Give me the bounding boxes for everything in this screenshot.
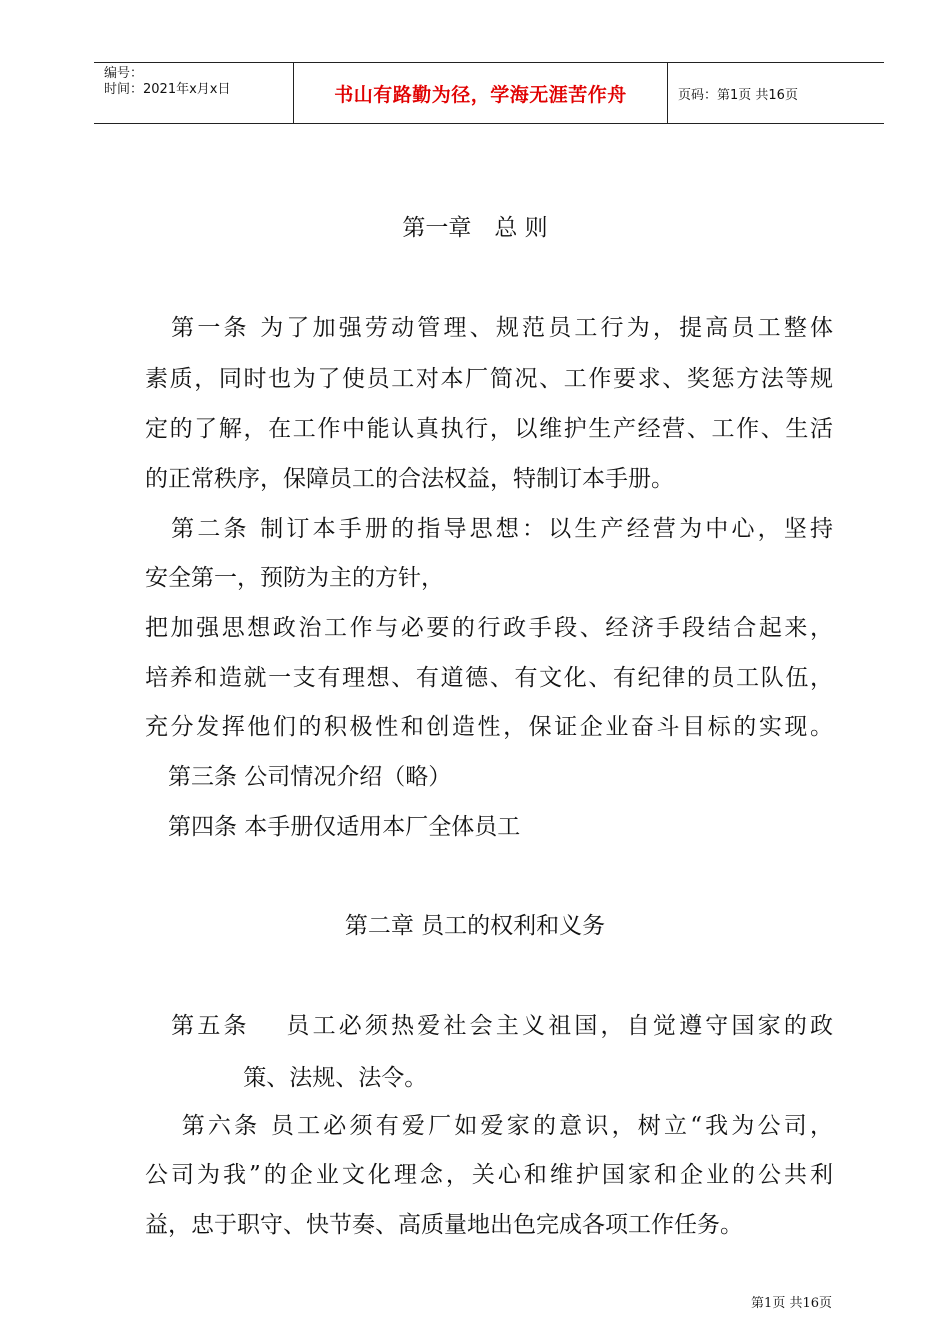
paragraph-line: 第三条 公司情况介绍（略） (145, 764, 452, 790)
paragraph-line: 第一条 为了加强劳动管理、规范员工行为，提高员工整体 (145, 315, 833, 341)
header-motto-cell (294, 63, 668, 123)
paragraph-line: 第四条 本手册仅适用本厂全体员工 (145, 814, 521, 840)
paragraph-line: 把加强思想政治工作与必要的行政手段、经济手段结合起来， (145, 615, 833, 641)
paragraph-line: 第六条 员工必须有爱厂如爱家的意识，树立“我为公司， (145, 1113, 833, 1139)
header-page-cell (668, 63, 884, 123)
paragraph-line: 充分发挥他们的积极性和创造性，保证企业奋斗目标的实现。 (145, 714, 833, 740)
motto-text: 书山有路勤为径，学海无涯苦作舟 (334, 83, 627, 106)
date-label: 时间：2021年x月x日 (104, 82, 231, 97)
paragraph-line: 策、法规、法令。 (190, 1065, 428, 1091)
paragraph-line: 第二条 制订本手册的指导思想：以生产经营为中心，坚持 (145, 516, 833, 542)
header-meta-cell (94, 63, 294, 123)
paragraph-line: 第五条 员工必须热爱社会主义祖国，自觉遵守国家的政 (145, 1013, 833, 1039)
paragraph-line: 定的了解，在工作中能认真执行，以维护生产经营、工作、生活 (145, 416, 833, 442)
paragraph-line: 素质，同时也为了使员工对本厂简况、工作要求、奖惩方法等规 (145, 366, 833, 392)
serial-number-label: 编号： (104, 66, 144, 81)
chapter-2-title: 第二章 员工的权利和义务 (344, 913, 606, 939)
paragraph-line: 安全第一，预防为主的方针， (145, 565, 444, 591)
paragraph-line: 公司为我”的企业文化理念，关心和维护国家和企业的公共利 (145, 1162, 833, 1188)
document-header (94, 62, 884, 124)
page-footer: 第1页 共16页 (751, 1296, 832, 1311)
paragraph-line: 培养和造就一支有理想、有道德、有文化、有纪律的员工队伍， (145, 665, 833, 691)
chapter-1-title: 第一章 总 则 (402, 215, 548, 241)
page-number-label: 页码：第1页 共16页 (678, 87, 798, 103)
paragraph-line: 的正常秩序，保障员工的合法权益，特制订本手册。 (145, 466, 674, 492)
paragraph-line: 益，忠于职守、快节奏、高质量地出色完成各项工作任务。 (145, 1212, 743, 1238)
